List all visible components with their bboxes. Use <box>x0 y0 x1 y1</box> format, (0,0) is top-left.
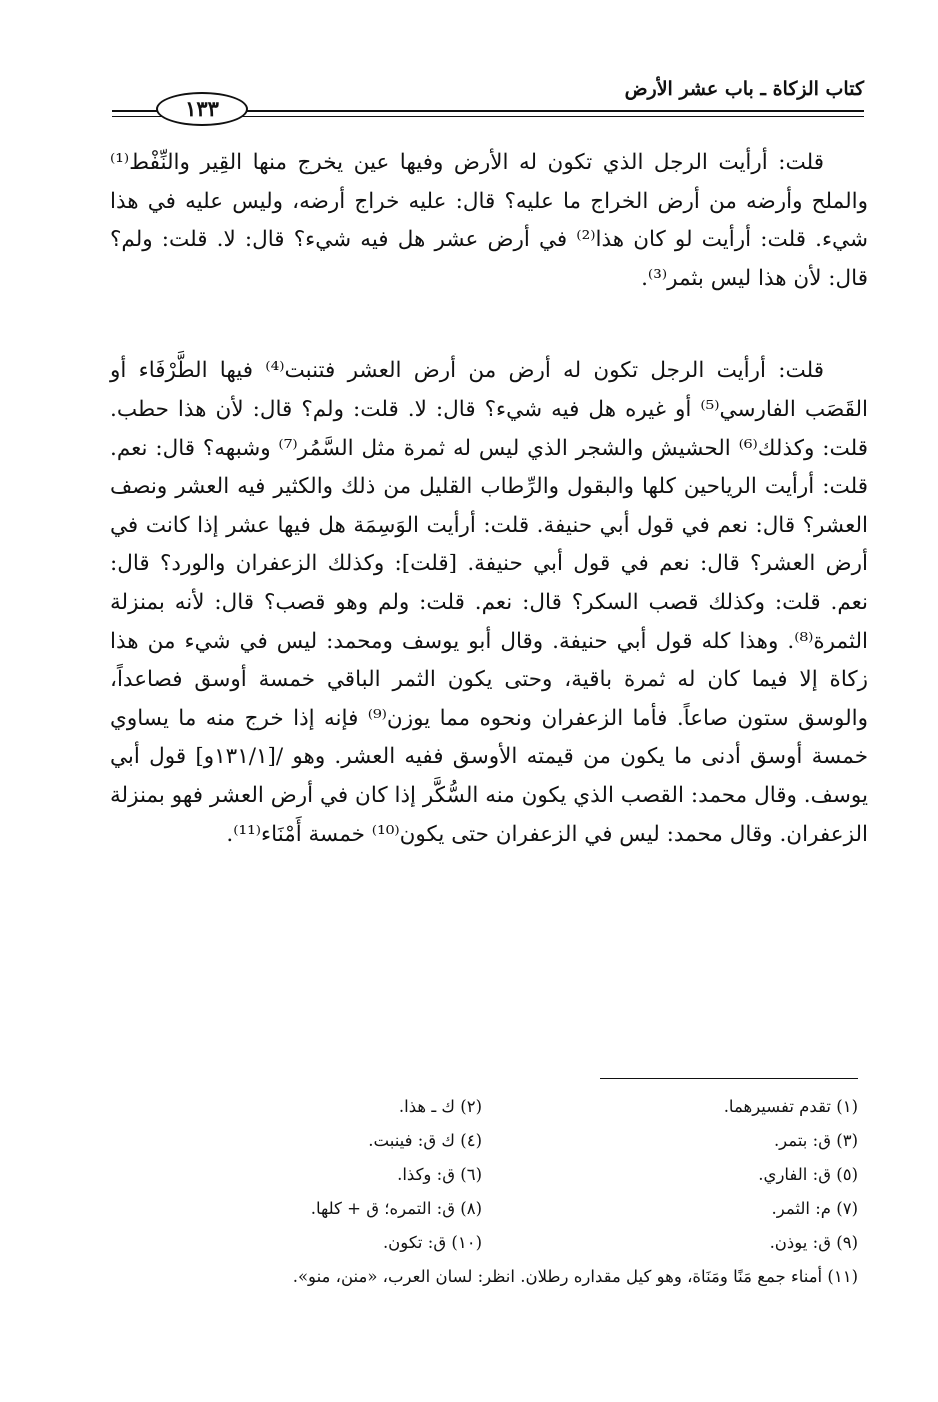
footnote-last: (١١) أمناء جمع مَنًا ومَنَاة، وهو كيل مقداره رطلان. انظر: لسان العرب، «منن، منو». <box>292 1267 858 1286</box>
footnote-separator <box>600 1078 858 1079</box>
footnote: (٨) ق: التمره؛ ق + كلها. <box>310 1199 482 1218</box>
page-header <box>112 72 864 128</box>
footnotes <box>110 1090 862 1294</box>
footnote: (٩) ق: يوذن. <box>769 1233 858 1252</box>
footnote: (٦) ق: وكذا. <box>397 1165 482 1184</box>
main-text <box>110 144 868 854</box>
footnote-grid <box>110 1090 862 1260</box>
running-title: كتاب الزكاة ـ باب عشر الأرض <box>624 78 864 100</box>
footnote: (٧) م: الثمر. <box>771 1199 858 1218</box>
footnote: (٤) ك ق: فينبت. <box>368 1131 482 1150</box>
page-number: ١٣٣ <box>156 92 248 126</box>
footnote: (١) تقدم تفسيرهما. <box>723 1097 858 1116</box>
footnote: (١٠) ق: تكون. <box>382 1233 482 1252</box>
paragraph: قلت: أرأيت الرجل تكون له أرض من أرض العشر فتنبت⁽⁴⁾ فيها الطَّرْفَاء أو القَصَب الفارسي⁽⁵⁾ أو غيره هل فيه شيء؟ قال: لا. قلت: ولم؟ قال: لأن هذا حطب. قلت: وكذلك⁽⁶⁾ الحشيش والشجر الذي ليس له ثمرة مثل السَّمُر⁽⁷⁾ وشبهه؟ قال: نعم. قلت: أرأيت الرياحين كلها والبقول والرِّطاب القليل من ذلك والكثير فيه العشر ونصف العشر؟ قال: نعم في قول أبي حنيفة. قلت: أرأيت الوَسِمَة هل فيها عشر إذا كانت في أرض العشر؟ قال: نعم في قول أبي حنيفة. [قلت]: وكذلك الزعفران والورد؟ قال: نعم. قلت: وكذلك قصب السكر؟ قال: نعم. قلت: ولم وهو قصب؟ قال: لأنه بمنزلة الثمرة⁽⁸⁾. وهذا كله قول أبي حنيفة. وقال أبو يوسف ومحمد: ليس في شيء من هذا زكاة إلا فيما كان له ثمرة باقية، وحتى يكون الثمر الباقي خمسة أوسق فصاعداً، والوسق ستون صاعاً. فأما الزعفران ونحوه مما يوزن⁽⁹⁾ فإنه إذا خرج منه ما يساوي خمسة أوسق أدنى ما يكون من قيمته الأوسق ففيه العشر. وهو /[١٣١/١و] قول أبي يوسف. وقال محمد: القصب الذي يكون منه السُّكَّر إذا كان في أرض العشر فهو بمنزلة الزعفران. وقال محمد: ليس في الزعفران حتى يكون⁽¹⁰⁾ خمسة أَمْنَاء⁽¹¹⁾. <box>110 358 868 847</box>
footnote: (٣) ق: بتمر. <box>773 1131 858 1150</box>
footnote: (٢) ك ـ هذا. <box>398 1097 482 1116</box>
paragraph: قلت: أرأيت الرجل الذي تكون له الأرض وفيها عين يخرج منها القِير والنِّفْط⁽¹⁾ والملح وأرضه من أرض الخراج ما عليه؟ قال: عليه خراج أرضه، وليس عليه في هذا شيء. قلت: أرأيت لو كان هذا⁽²⁾ في أرض عشر هل فيه شيء؟ قال: لا. قلت: ولم؟ قال: لأن هذا ليس بثمر⁽³⁾. <box>110 150 868 291</box>
footnote: (٥) ق: الفاري. <box>758 1165 858 1184</box>
